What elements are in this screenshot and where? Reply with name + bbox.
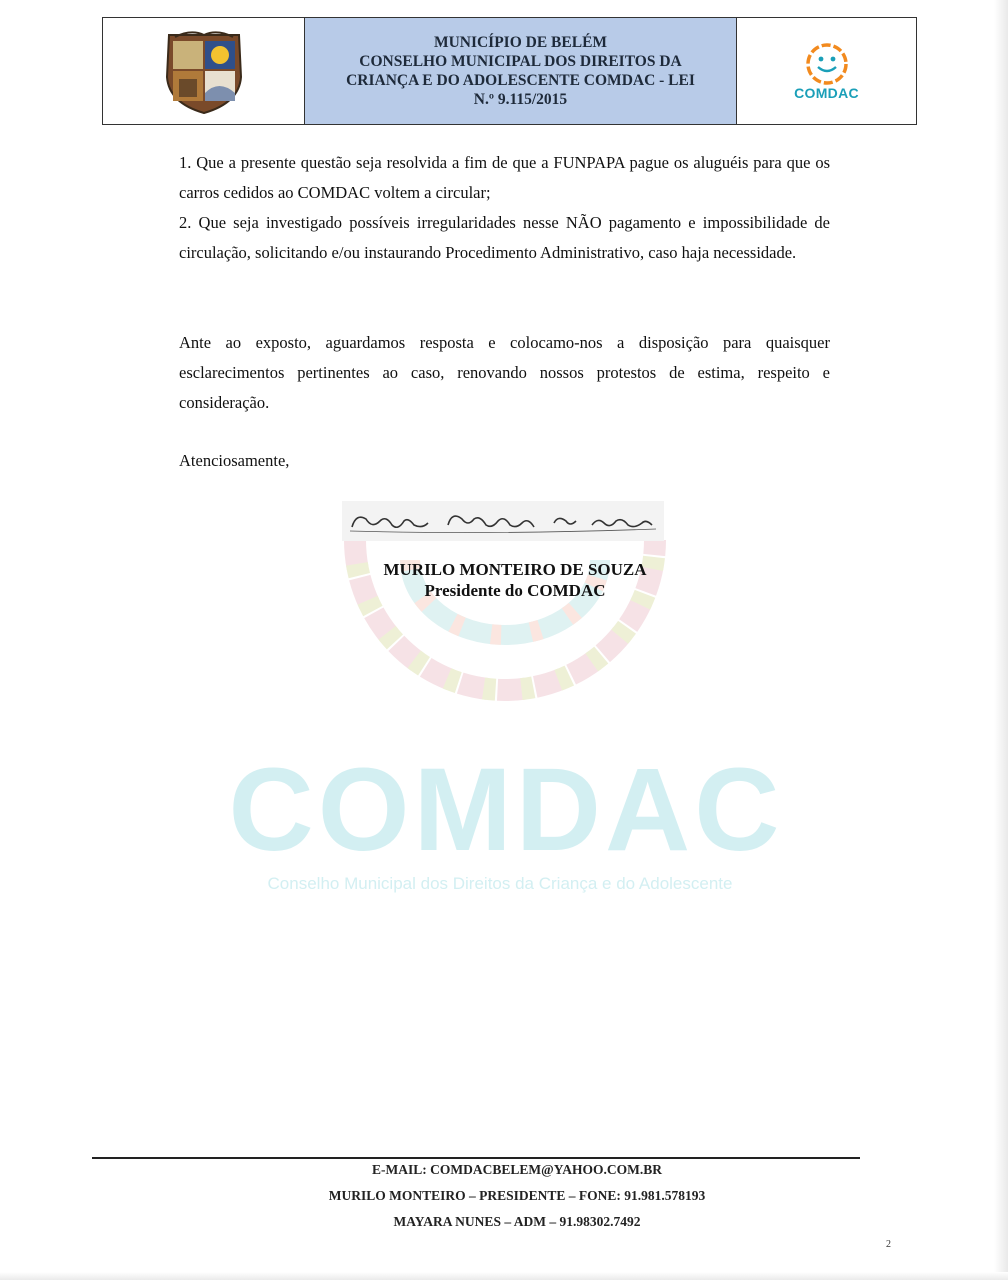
footer-admin: MAYARA NUNES – ADM – 91.98302.7492 [393, 1214, 641, 1229]
watermark-comdac: COMDAC [228, 744, 784, 876]
salutation-text: Atenciosamente, [179, 451, 290, 470]
signatory-block [342, 559, 688, 601]
footer-email: E-MAIL: COMDACBELEM@YAHOO.COM.BR [372, 1162, 662, 1177]
header-line-4: N.º 9.115/2015 [473, 91, 568, 108]
closing-paragraph-text: Ante ao exposto, aguardamos resposta e colocamo-nos a disposição para quaisquer esclarecimentos pertinentes ao caso, renovando nossos protestos de estima, respeito e consideração. [179, 333, 830, 412]
footer-president: MURILO MONTEIRO – PRESIDENTE – FONE: 91.981.578193 [328, 1188, 706, 1203]
page-bottom-shadow [0, 1272, 1008, 1280]
page-number: 2 [886, 1239, 891, 1250]
list-item-2: 2. Que seja investigado possíveis irregularidades nesse NÃO pagamento e impossibilidade de circulação, solicitando e/ou instaurando Procedimento Administrativo, caso haja necessidade. [179, 213, 830, 262]
coat-of-arms-icon [161, 27, 247, 115]
list-item-1: 1. Que a presente questão seja resolvida a fim de que a FUNPAPA pague os aluguéis para que os carros cedidos ao COMDAC voltem a circular; [179, 153, 830, 202]
signatory-role: Presidente do COMDAC [424, 581, 606, 600]
signature-scribble-icon [342, 501, 664, 541]
salutation [179, 446, 830, 476]
watermark-subtitle: Conselho Municipal dos Direitos da Criança e do Adolescente [267, 874, 733, 893]
body-list [179, 148, 830, 268]
header-line-2: CONSELHO MUNICIPAL DOS DIREITOS DA [359, 53, 682, 70]
comdac-smile-icon [804, 41, 850, 87]
header-line-1: MUNICÍPIO DE BELÉM [433, 34, 608, 51]
comdac-logo-label: COMDAC [794, 85, 859, 101]
belem-coat-of-arms [103, 18, 305, 124]
comdac-logo [737, 18, 916, 124]
header-title-block [305, 18, 737, 124]
signatory-name: MURILO MONTEIRO DE SOUZA [383, 560, 647, 579]
page-edge-shadow [994, 0, 1008, 1280]
closing-paragraph [179, 328, 830, 418]
handwritten-signature [342, 501, 664, 541]
letterhead [102, 17, 917, 125]
footer-divider [92, 1157, 860, 1159]
header-line-3: CRIANÇA E DO ADOLESCENTE COMDAC - LEI [346, 72, 695, 89]
